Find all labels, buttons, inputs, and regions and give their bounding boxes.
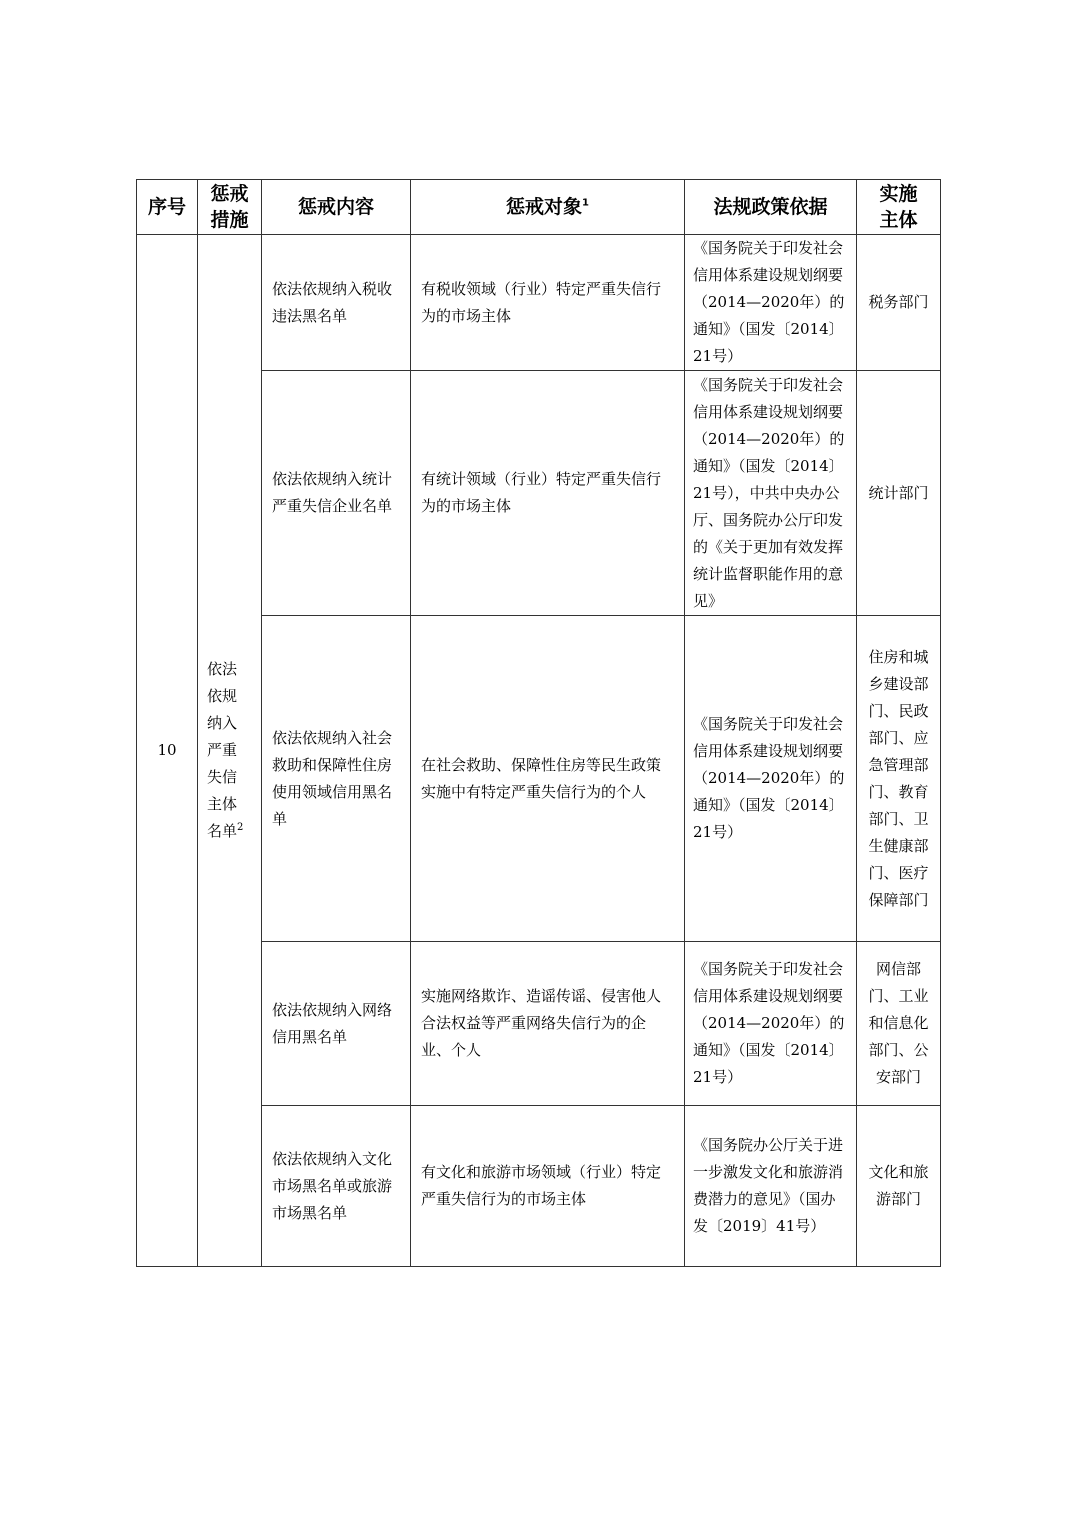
row-number: 10 [137,235,198,1267]
item-body: 税务部门 [857,235,941,371]
header-basis: 法规政策依据 [685,180,857,235]
item-body: 统计部门 [857,371,941,616]
row-measure: 依法依规纳入严重失信主体名单$^2$ [198,235,262,1267]
header-content: 惩戒内容 [262,180,411,235]
item-basis: 《国务院关于印发社会信用体系建设规划纲要（2014—2020年）的通知》（国发〔2014〕21号） [685,235,857,371]
item-target: 有文化和旅游市场领域（行业）特定严重失信行为的市场主体 [411,1106,685,1267]
item-basis: 《国务院关于印发社会信用体系建设规划纲要（2014—2020年）的通知》（国发〔2014〕21号） [685,942,857,1106]
item-content: 依法依规纳入网络信用黑名单 [262,942,411,1106]
punishment-table [136,179,941,1267]
item-body: 网信部门、工业和信息化部门、公安部门 [857,942,941,1106]
item-body: 住房和城乡建设部门、民政部门、应急管理部门、教育部门、卫生健康部门、医疗保障部门 [857,616,941,942]
item-target: 有统计领域（行业）特定严重失信行为的市场主体 [411,371,685,616]
item-content: 依法依规纳入统计严重失信企业名单 [262,371,411,616]
item-body: 文化和旅游部门 [857,1106,941,1267]
item-target: 实施网络欺诈、造谣传谣、侵害他人合法权益等严重网络失信行为的企业、个人 [411,942,685,1106]
header-target-footnote: 1 [582,197,589,209]
header-body: 实施主体 [857,180,941,235]
item-content: 依法依规纳入税收违法黑名单 [262,235,411,371]
header-no: 序号 [137,180,198,235]
header-row [137,180,941,235]
item-content: 依法依规纳入文化市场黑名单或旅游市场黑名单 [262,1106,411,1267]
item-content: 依法依规纳入社会救助和保障性住房使用领域信用黑名单 [262,616,411,942]
header-measure: 惩戒措施 [198,180,262,235]
item-basis: 《国务院办公厅关于进一步激发文化和旅游消费潜力的意见》（国办发〔2019〕41号） [685,1106,857,1267]
measure-footnote: 2 [237,822,244,833]
item-basis: 《国务院关于印发社会信用体系建设规划纲要（2014—2020年）的通知》（国发〔2014〕21号） [685,616,857,942]
item-target: 有税收领域（行业）特定严重失信行为的市场主体 [411,235,685,371]
item-basis: 《国务院关于印发社会信用体系建设规划纲要（2014—2020年）的通知》（国发〔2014〕21号），中共中央办公厅、国务院办公厅印发的《关于更加有效发挥统计监督职能作用的意见》 [685,371,857,616]
item-target: 在社会救助、保障性住房等民生政策实施中有特定严重失信行为的个人 [411,616,685,942]
table-row [137,235,941,371]
header-target: 惩戒对象$^1$ [411,180,685,235]
